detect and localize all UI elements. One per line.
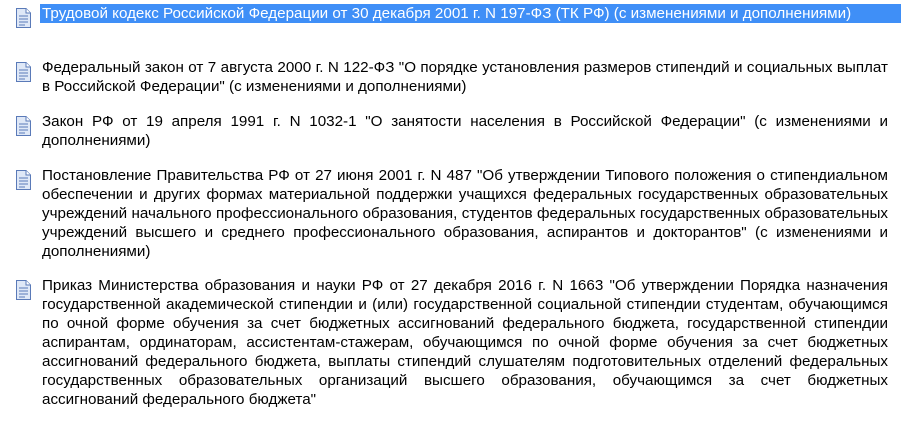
document-icon — [13, 169, 33, 191]
document-title[interactable]: Постановление Правительства РФ от 27 июня 2001 г. N 487 "Об утверждении Типового положения о стипендиальном обеспечении и других формах материальной поддержки учащихся федеральных государственных образовательных учреждений начального профессионального образования, студентов федеральных государственных образовательных учреждений высшего и среднего профессионального образования, аспирантов и докторантов" (с изменениями и дополнениями) — [42, 167, 888, 260]
document-title[interactable]: Федеральный закон от 7 августа 2000 г. N 122-ФЗ "О порядке установления размеров стипендий и социальных выплат в Российской Федерации" (с изменениями и дополнениями) — [42, 59, 888, 95]
document-title[interactable]: Закон РФ от 19 апреля 1991 г. N 1032-1 "О занятости населения в Российской Федерации" (с изменениями и дополнениями) — [42, 113, 888, 149]
document-icon — [13, 7, 33, 29]
document-title[interactable]: Трудовой кодекс Российской Федерации от 30 декабря 2001 г. N 197-ФЗ (ТК РФ) (с изменениями и дополнениями) — [40, 4, 901, 23]
document-icon — [13, 61, 33, 83]
document-title[interactable]: Приказ Министерства образования и науки РФ от 27 декабря 2016 г. N 1663 "Об утверждении Порядка назначения государственной академической стипендии и (или) государственной социальной стипендии студентам, обучающимся по очной форме обучения за счет бюджетных ассигнований федерального бюджета, государственной стипендии аспирантам, ординаторам, ассистентам-стажерам, обучающимся по очной форме обучения за счет бюджетных ассигнований федерального бюджета, выплаты стипендий слушателям подготовительных отделений федеральных государственных образовательных организаций высшего образования, обучающимся за счет бюджетных ассигнований федерального бюджета" — [42, 277, 888, 408]
document-icon — [13, 115, 33, 137]
document-icon — [13, 279, 33, 301]
